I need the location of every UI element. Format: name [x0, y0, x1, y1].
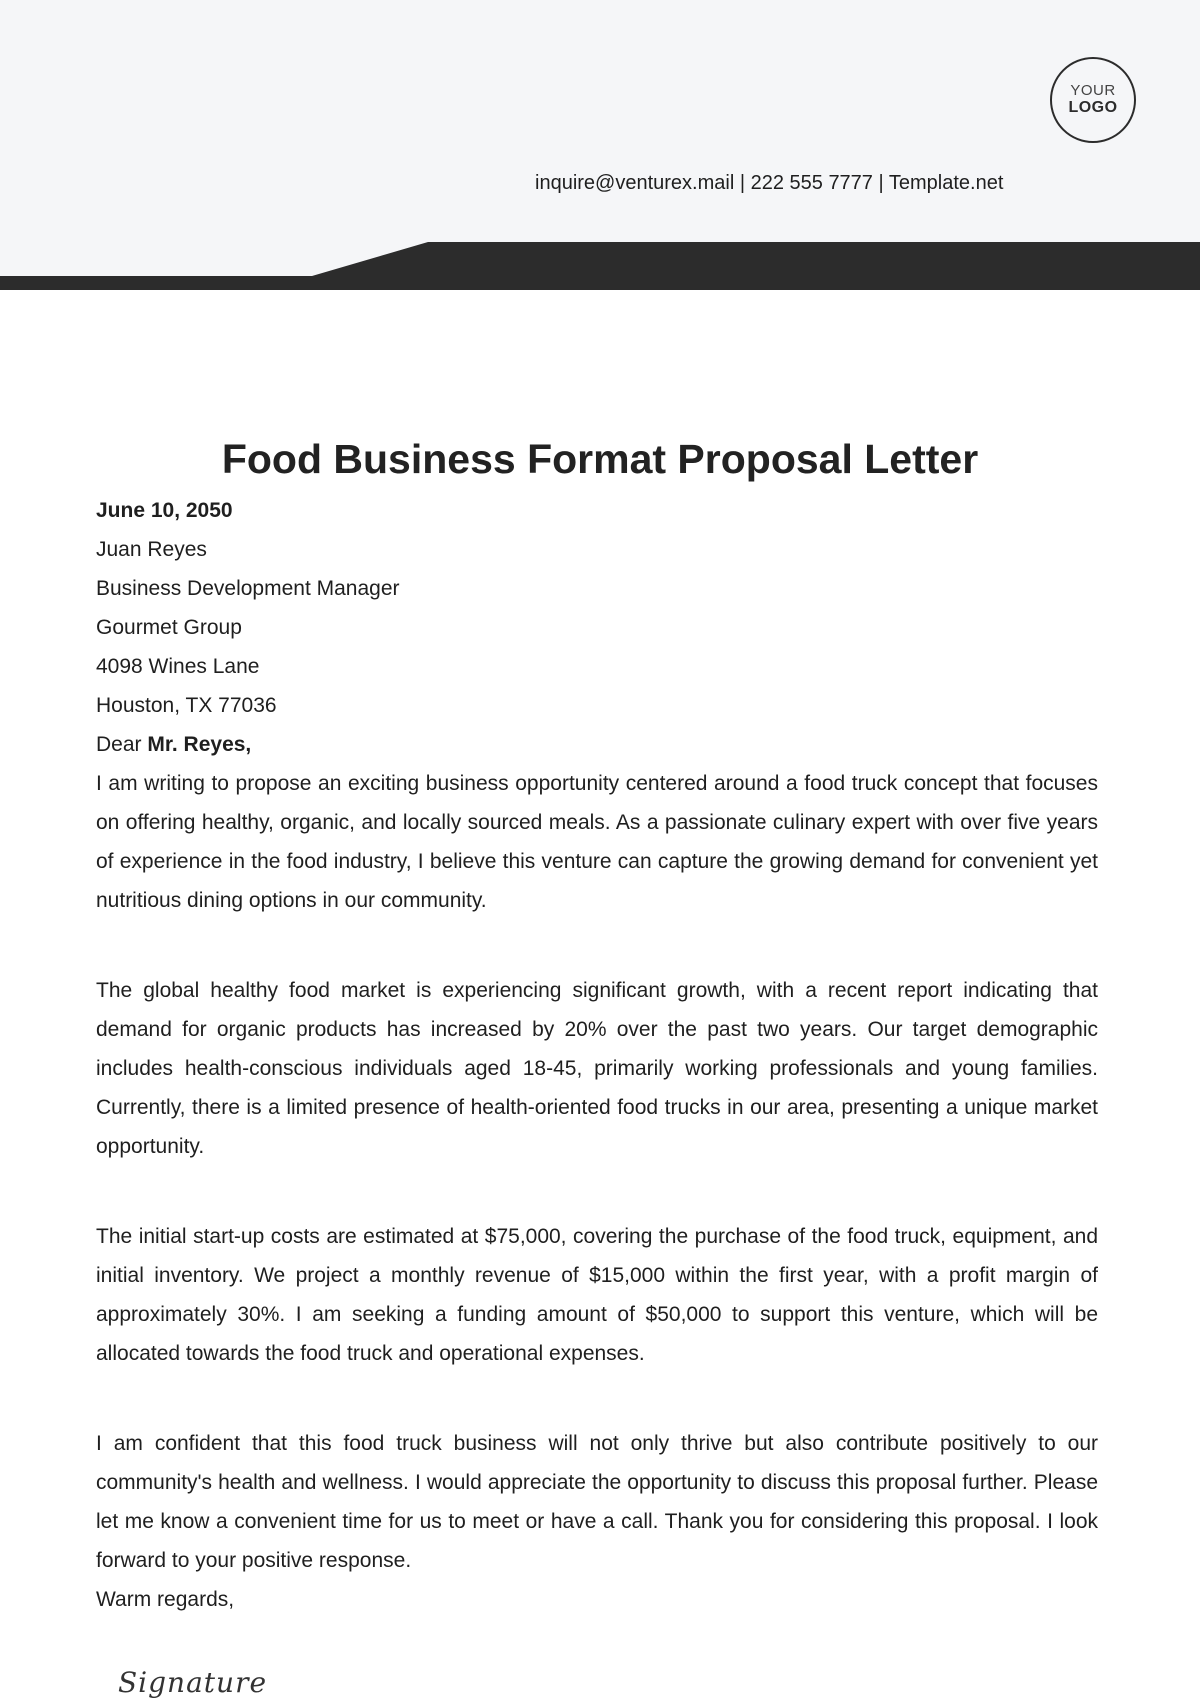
closing: Warm regards, — [96, 1588, 235, 1611]
recipient-company: Gourmet Group — [96, 616, 242, 639]
salutation — [96, 725, 1098, 764]
logo-text-your: YOUR — [1070, 81, 1116, 99]
recipient-street: 4098 Wines Lane — [96, 655, 260, 678]
header-band-shape — [0, 242, 1200, 290]
header-band — [0, 240, 1200, 290]
letter-date: June 10, 2050 — [96, 499, 233, 522]
letter-body — [96, 491, 1098, 1619]
body-paragraph-4: I am confident that this food truck business will not only thrive but also contribute positively to our community's health and wellness. I would appreciate the opportunity to discuss this proposal further. Please let me know a convenient time for us to meet or have a call. Thank you for considering this proposal. I look forward to your positive response. — [96, 1432, 1098, 1572]
recipient-name: Juan Reyes — [96, 538, 207, 561]
salutation-prefix: Dear — [96, 733, 142, 756]
body-paragraph-3: The initial start-up costs are estimated at $75,000, covering the purchase of the food truck, equipment, and initial inventory. We project a monthly revenue of $15,000 within the first year, with a profit margin of approximately 30%. I am seeking a funding amount of $50,000 to support this venture, which will be allocated towards the food truck and operational expenses. — [96, 1225, 1098, 1365]
recipient-city: Houston, TX 77036 — [96, 694, 277, 717]
recipient-position: Business Development Manager — [96, 577, 400, 600]
logo-badge — [1050, 57, 1136, 143]
logo-text-logo: LOGO — [1068, 99, 1118, 117]
letter-title: Food Business Format Proposal Letter — [221, 436, 979, 482]
body-paragraph-1: I am writing to propose an exciting business opportunity centered around a food truck concept that focuses on offering healthy, organic, and locally sourced meals. As a passionate culinary expert with over five years of experience in the food industry, I believe this venture can capture the growing demand for convenient yet nutritious dining options in our community. — [96, 772, 1098, 912]
signature: Signature — [118, 1666, 268, 1699]
letterhead — [0, 0, 1200, 290]
contact-info: inquire@venturex.mail | 222 555 7777 | Template.net — [535, 172, 1004, 194]
body-paragraph-2: The global healthy food market is experiencing significant growth, with a recent report indicating that demand for organic products has increased by 20% over the past two years. Our target demographic includes health-conscious individuals aged 18-45, primarily working professionals and young families. Currently, there is a limited presence of health-oriented food trucks in our area, presenting a unique market opportunity. — [96, 979, 1098, 1158]
salutation-name: Mr. Reyes, — [147, 733, 252, 756]
